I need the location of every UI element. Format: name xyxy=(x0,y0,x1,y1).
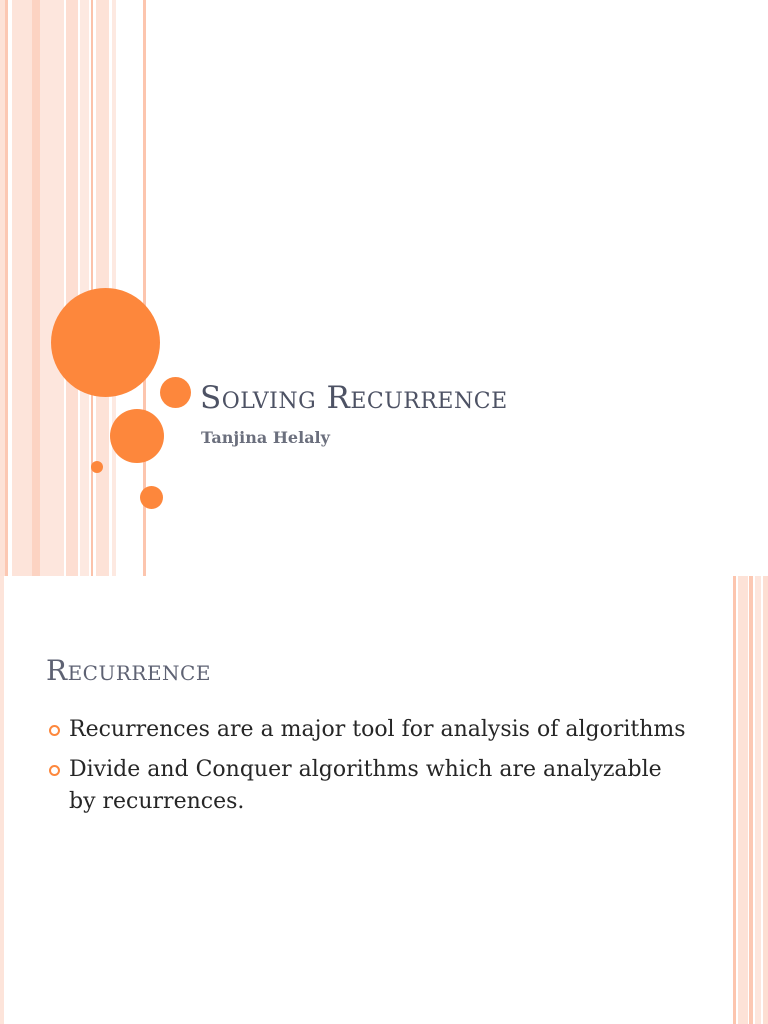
right-stripe xyxy=(755,576,761,1024)
right-stripe xyxy=(763,576,768,1024)
bullet-circle-icon xyxy=(49,765,60,776)
bullet-circle-icon xyxy=(49,725,60,736)
stripe xyxy=(32,0,40,576)
list-item xyxy=(46,714,686,746)
decorative-circle-small xyxy=(140,486,163,509)
decorative-circle-medium xyxy=(110,409,164,463)
stripe xyxy=(40,0,64,576)
right-stripe xyxy=(733,576,736,1024)
bullet-text: Divide and Conquer algorithms which are analyzable by recurrences. xyxy=(69,757,662,814)
bullet-list xyxy=(46,714,686,826)
decorative-circle-large xyxy=(51,288,160,397)
decorative-stripes xyxy=(0,0,150,576)
stripe xyxy=(80,0,89,576)
author-name: Tanjina Helaly xyxy=(201,428,330,447)
left-stripe xyxy=(0,576,4,1024)
stripe xyxy=(12,0,32,576)
decorative-circle-dot xyxy=(91,461,103,473)
decorative-circle-small xyxy=(160,377,191,408)
stripe xyxy=(66,0,78,576)
slide-heading: Recurrence xyxy=(46,654,211,687)
right-stripe xyxy=(738,576,748,1024)
stripe xyxy=(91,0,93,576)
list-item xyxy=(46,754,686,818)
slide-recurrence xyxy=(0,576,768,1024)
slide-title-heading: Solving Recurrence xyxy=(200,380,508,416)
stripe xyxy=(5,0,8,576)
bullet-text: Recurrences are a major tool for analysis of algorithms xyxy=(69,717,686,742)
right-stripe xyxy=(749,576,753,1024)
